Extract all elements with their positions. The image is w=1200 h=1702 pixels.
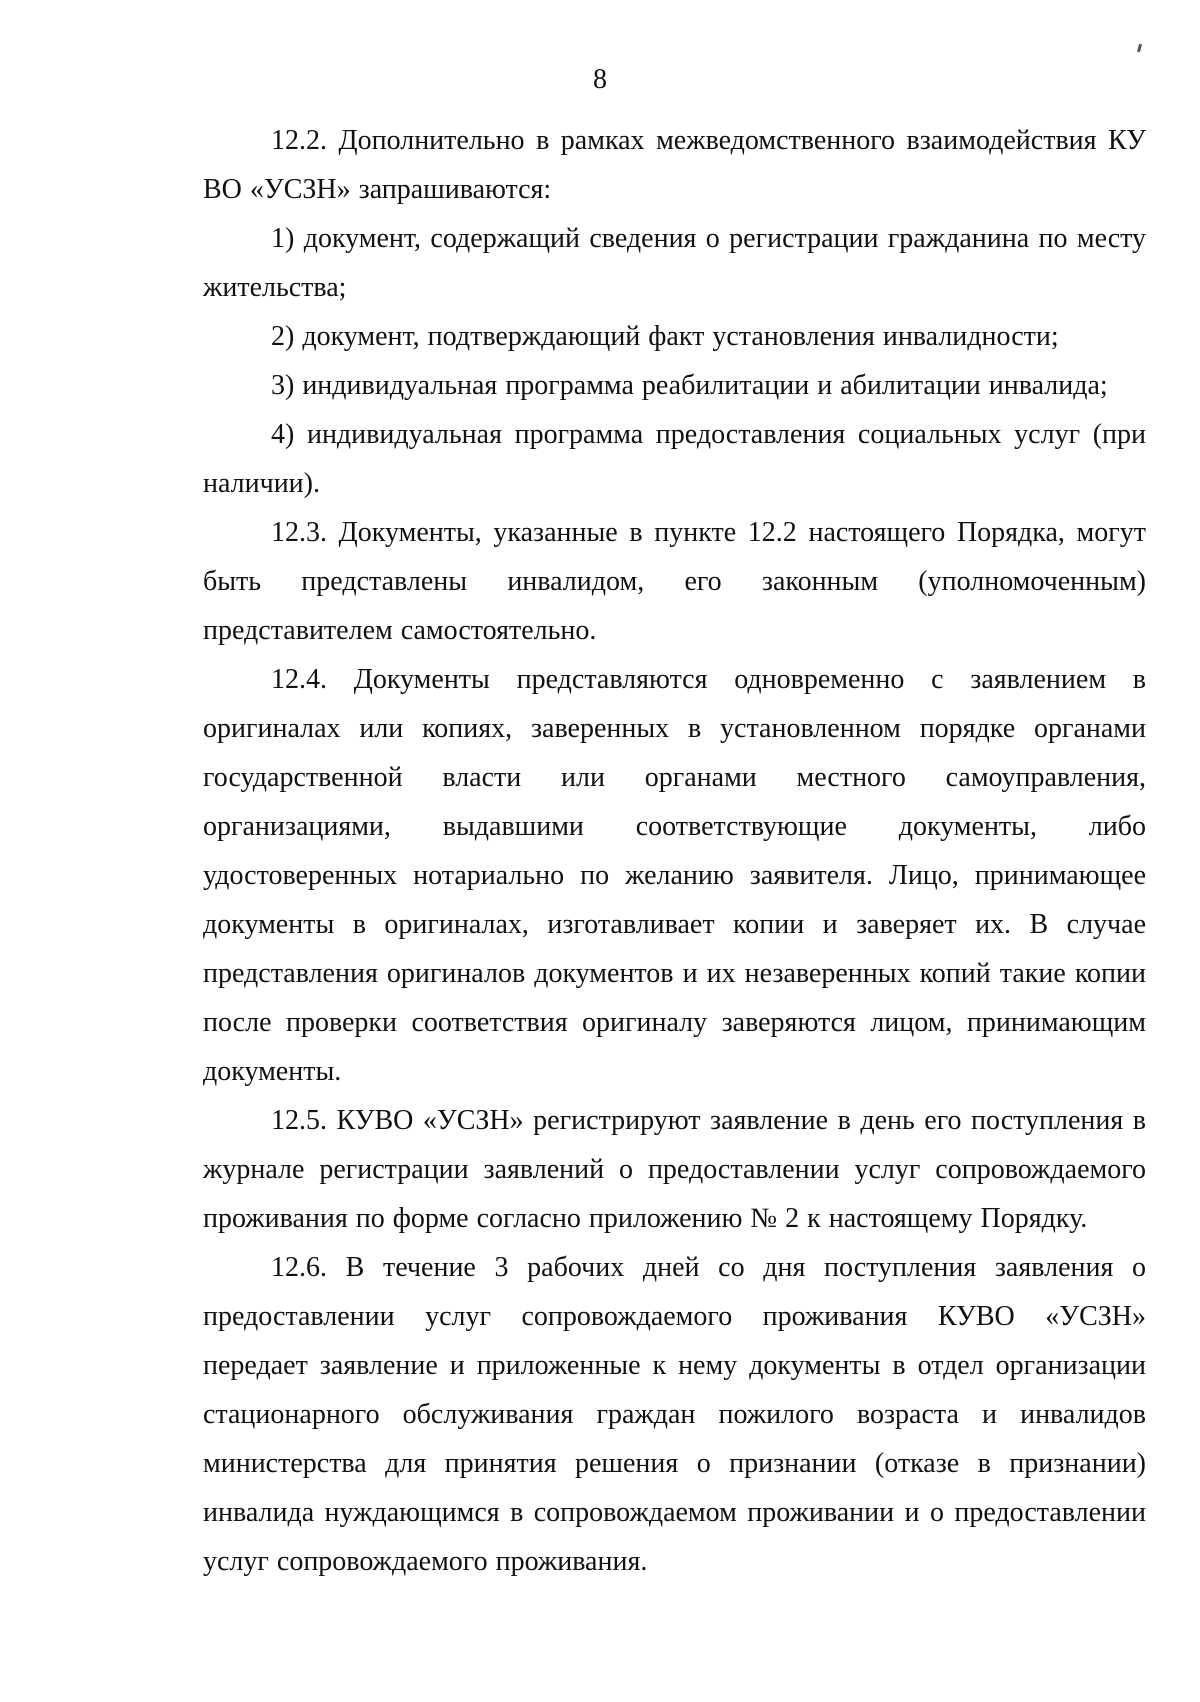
- paragraph-12-2: 12.2. Дополнительно в рамках межведомственного взаимодействия КУ ВО «УСЗН» запрашиваются:: [203, 125, 1146, 205]
- paragraph-12-3: 12.3. Документы, указанные в пункте 12.2 настоящего Порядка, могут быть представлены инвалидом, его законным (уполномоченным) представителем самостоятельно.: [203, 517, 1146, 646]
- list-item-2: 2) документ, подтверждающий факт установления инвалидности;: [271, 321, 1059, 352]
- scan-mark: [1137, 44, 1142, 53]
- paragraph-12-5: 12.5. КУВО «УСЗН» регистрируют заявление в день его поступления в журнале регистрации заявлений о предоставлении услуг сопровождаемого проживания по форме согласно приложению № 2 к настоящему Порядку.: [203, 1105, 1146, 1234]
- document-body: [203, 116, 1146, 1586]
- list-item-4: 4) индивидуальная программа предоставления социальных услуг (при наличии).: [203, 419, 1146, 499]
- paragraph-12-6: 12.6. В течение 3 рабочих дней со дня поступления заявления о предоставлении услуг сопровождаемого проживания КУВО «УСЗН» передает заявление и приложенные к нему документы в отдел организации стационарного обслуживания граждан пожилого возраста и инвалидов министерства для принятия решения о признании (отказе в признании) инвалида нуждающимся в сопровождаемом проживании и о предоставлении услуг сопровождаемого проживания.: [203, 1252, 1146, 1577]
- paragraph-12-4: 12.4. Документы представляются одновременно с заявлением в оригиналах или копиях, заверенных в установленном порядке органами государственной власти или органами местного самоуправления, организациями, выдавшими соответствующие документы, либо удостоверенных нотариально по желанию заявителя. Лицо, принимающее документы в оригиналах, изготавливает копии и заверяет их. В случае представления оригиналов документов и их незаверенных копий такие копии после проверки соответствия оригиналу заверяются лицом, принимающим документы.: [203, 664, 1146, 1087]
- page-number: 8: [593, 64, 607, 95]
- list-item-1: 1) документ, содержащий сведения о регистрации гражданина по месту жительства;: [203, 223, 1146, 303]
- list-item-3: 3) индивидуальная программа реабилитации и абилитации инвалида;: [271, 370, 1108, 401]
